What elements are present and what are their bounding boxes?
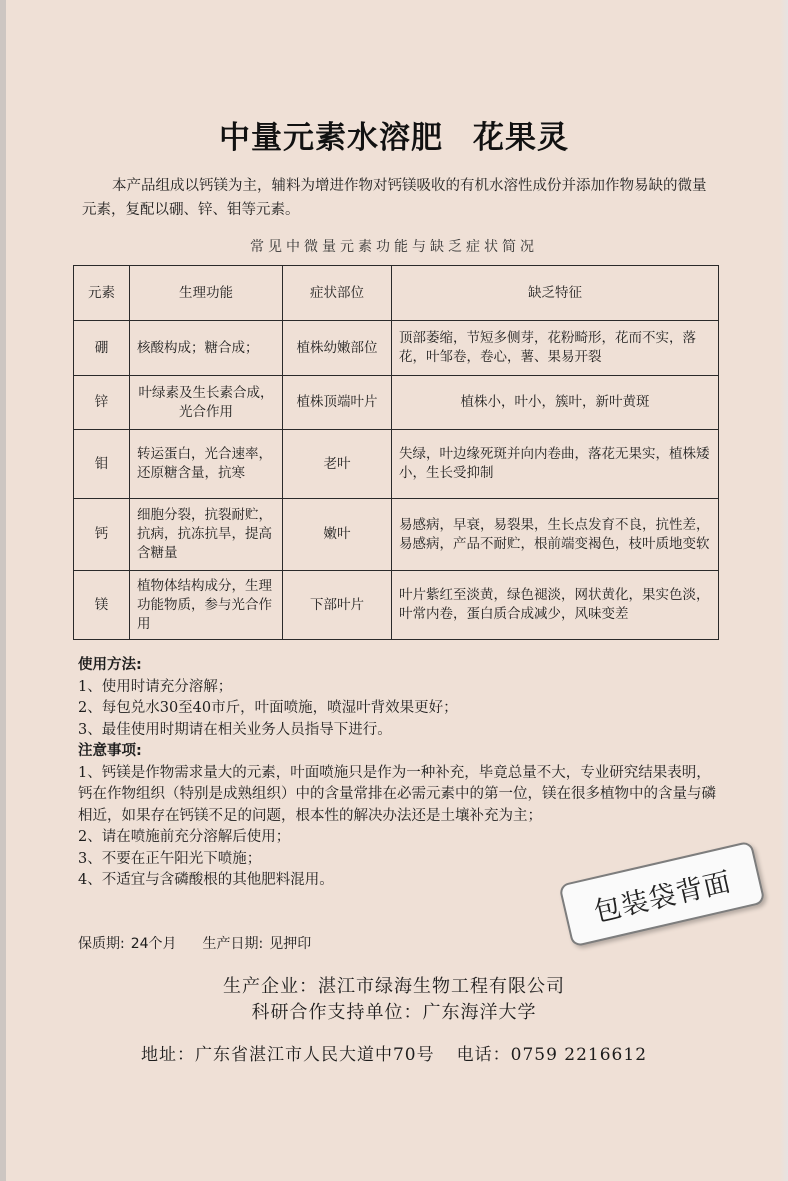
intro-paragraph: 本产品组成以钙镁为主，辅料为增进作物对钙镁吸收的有机水溶性成份并添加作物易缺的微量元素，复配以硼、锌、钼等元素。 [82,178,707,218]
production-date-label: 生产日期: [202,936,264,952]
cell-function: 核酸构成；糖合成； [130,321,283,376]
table-header-row [74,266,719,321]
cell-function: 细胞分裂，抗裂耐贮，抗病，抗冻抗旱，提高含糖量 [130,499,283,571]
cell-element: 硼 [74,321,130,376]
cell-location: 老叶 [283,430,392,499]
table-row [74,376,719,430]
cell-symptom: 失绿，叶边缘死斑并向内卷曲，落花无果实，植株矮小，生长受抑制 [392,430,719,499]
shelf-life-value: 24个月 [130,936,177,952]
header-location: 症状部位 [283,266,392,321]
table-row [74,499,719,571]
table-row [74,430,719,499]
manufacturer-section [0,974,788,1026]
cell-element: 锌 [74,376,130,430]
notes-heading: 注意事项: [78,743,142,759]
title-product-type: 中量元素水溶肥 [219,120,443,156]
header-symptom: 缺乏特征 [392,266,719,321]
table-title: 常见中微量元素功能与缺乏症状简况 [250,239,538,255]
phone-text: 电话：0759 2216612 [456,1045,648,1065]
cell-symptom: 顶部萎缩，节短多侧芽，花粉畸形，花而不实，落花，叶邹卷，卷心，薯、果易开裂 [392,321,719,376]
cell-element: 钼 [74,430,130,499]
usage-item: 3、最佳使用时期请在相关业务人员指导下进行。 [78,721,392,738]
notes-item: 3、不要在正午阳光下喷施； [78,850,262,867]
usage-item: 1、使用时请充分溶解； [78,678,233,695]
cell-element: 钙 [74,499,130,571]
manufacturer-company: 生产企业：湛江市绿海生物工程有限公司 [223,976,565,997]
cell-symptom: 叶片紫红至淡黄，绿色褪淡，网状黄化，果实色淡，叶常内卷，蛋白质合成减少，风味变差 [392,571,719,640]
cell-location: 下部叶片 [283,571,392,640]
production-date-value: 见押印 [269,936,312,952]
cell-location: 嫩叶 [283,499,392,571]
research-partner: 科研合作支持单位：广东海洋大学 [251,1002,537,1023]
cell-function: 转运蛋白，光合速率，还原糖含量，抗寒 [130,430,283,499]
header-element: 元素 [74,266,130,321]
instructions-section [78,655,718,892]
cell-location: 植株幼嫩部位 [283,321,392,376]
title-product-name: 花果灵 [473,120,569,156]
cell-function: 叶绿素及生长素合成，光合作用 [130,376,283,430]
address-text: 地址：广东省湛江市人民大道中70号 [140,1045,435,1065]
notes-item: 2、请在喷施前充分溶解后使用； [78,829,291,845]
contact-line [0,1040,788,1065]
cell-symptom: 植株小，叶小，簇叶，新叶黄斑 [392,376,719,430]
shelf-life-label: 保质期: [78,936,125,952]
notes-item: 4、不适宜与含磷酸根的其他肥料混用。 [78,872,334,888]
header-function: 生理功能 [130,266,283,321]
notes-item: 1、钙镁是作物需求量大的元素，叶面喷施只是作为一种补充，毕竟总量不大，专业研究结果表明，钙在作物组织（特别是成熟组织）中的含量常排在必需元素中的第一位，镁在很多植物中的含量与磷相近，如果存在钙镁不足的问题，根本性的解决办法还是土壤补充为主； [78,764,716,824]
cell-symptom: 易感病，早衰，易裂果，生长点发育不良，抗性差，易感病，产品不耐贮，根前端变褐色，枝叶质地变软 [392,499,719,571]
shelf-life-line [78,933,317,953]
cell-element: 镁 [74,571,130,640]
element-table [73,265,719,640]
cell-location: 植株顶端叶片 [283,376,392,430]
usage-item: 2、每包兑水30至40市斤，叶面喷施，喷湿叶背效果更好； [78,700,458,716]
table-row [74,571,719,640]
usage-heading: 使用方法: [78,657,142,673]
page-title [0,112,788,157]
table-row [74,321,719,376]
back-of-bag-label: 包装袋背面 [558,841,765,948]
cell-function: 植物体结构成分，生理功能物质，参与光合作用 [130,571,283,640]
